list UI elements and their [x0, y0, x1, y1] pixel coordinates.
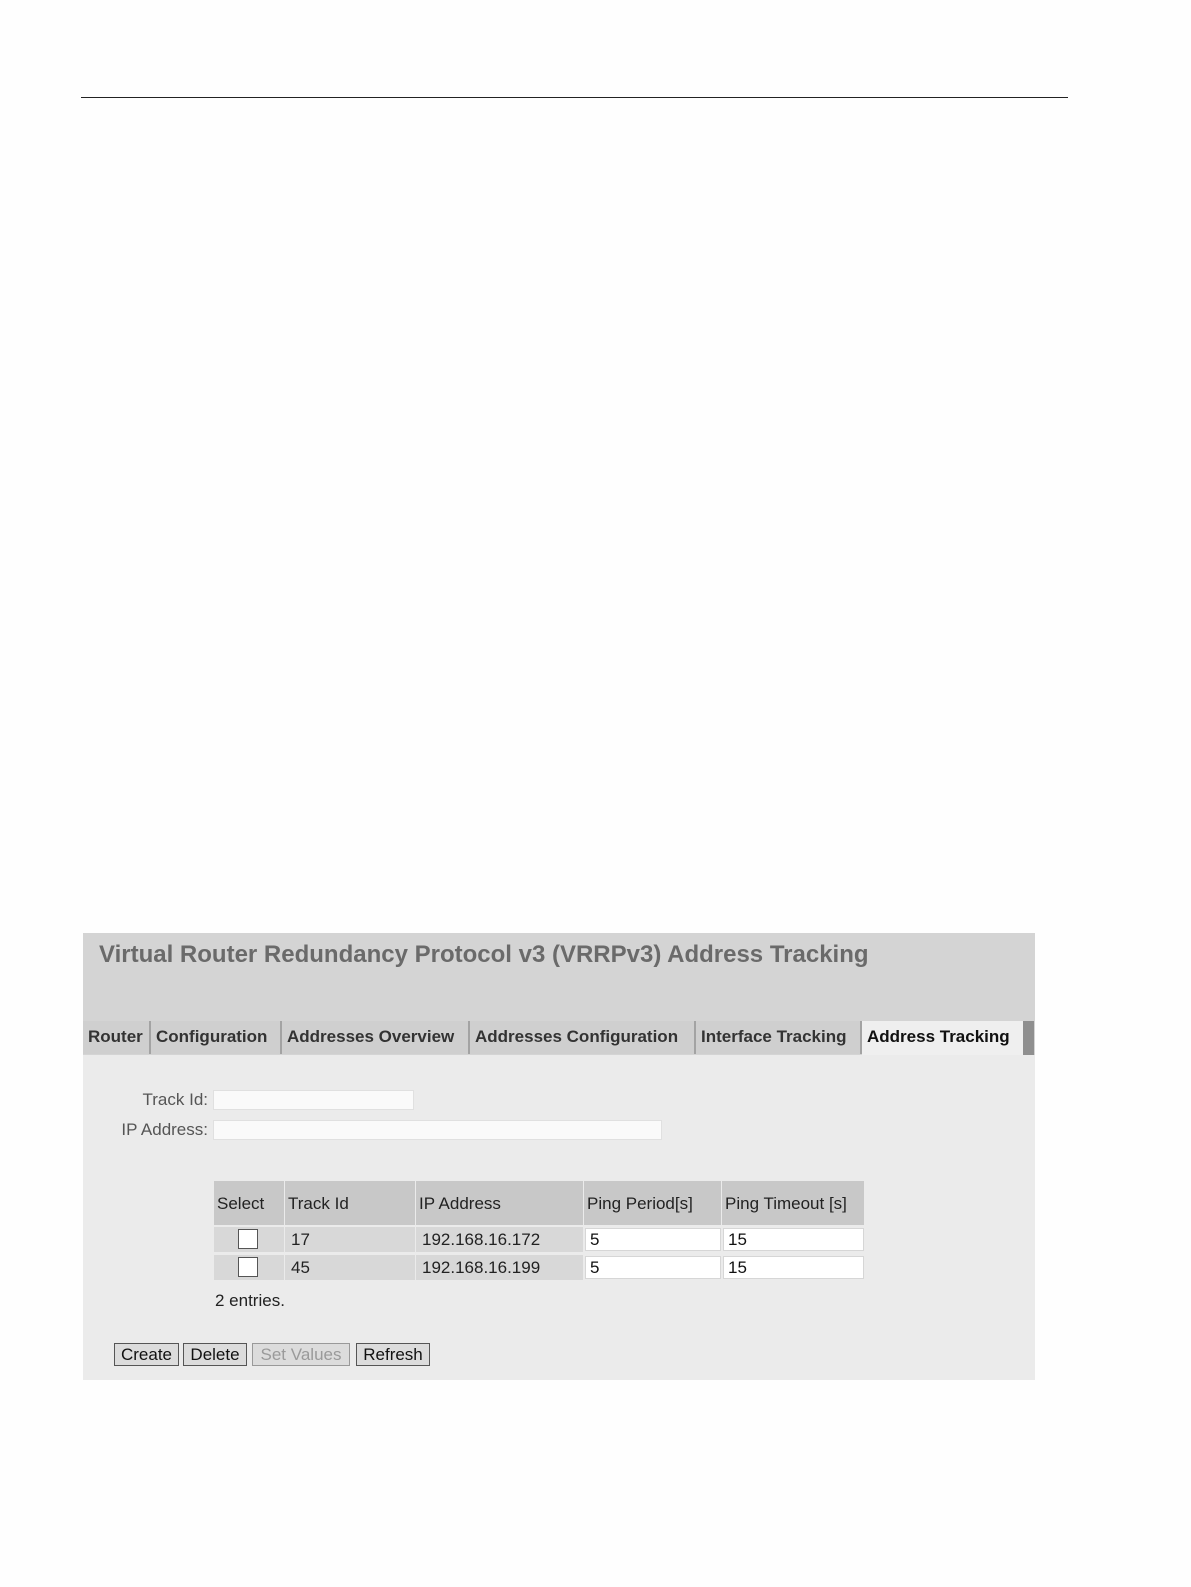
column-header-track-id: Track Id	[285, 1181, 415, 1225]
create-button[interactable]: Create	[114, 1343, 179, 1366]
entries-count: 2 entries.	[215, 1291, 285, 1310]
refresh-button[interactable]: Refresh	[356, 1343, 430, 1366]
page-top-rule	[81, 97, 1068, 98]
column-header-select: Select	[214, 1181, 284, 1225]
column-header-ping-timeout: Ping Timeout [s]	[722, 1181, 864, 1225]
track-id-cell: 17	[285, 1227, 415, 1252]
table-row-select-cell	[214, 1227, 284, 1252]
set-values-button[interactable]: Set Values	[252, 1343, 350, 1366]
page-title: Virtual Router Redundancy Protocol v3 (VRRPv3) Address Tracking	[99, 941, 869, 968]
track-id-input[interactable]	[213, 1090, 414, 1110]
delete-button[interactable]: Delete	[183, 1343, 247, 1366]
table-row-select-cell	[214, 1255, 284, 1280]
row-select-checkbox[interactable]	[238, 1229, 258, 1249]
ping-period-input[interactable]	[585, 1228, 721, 1251]
tab-configuration[interactable]: Configuration	[151, 1021, 282, 1054]
ping-timeout-input[interactable]	[723, 1256, 864, 1279]
ping-period-input[interactable]	[585, 1256, 721, 1279]
tab-address-tracking[interactable]: Address Tracking	[862, 1021, 1023, 1055]
tab-scroll-handle[interactable]	[1023, 1021, 1034, 1055]
ping-timeout-input[interactable]	[723, 1228, 864, 1251]
column-header-ip-address: IP Address	[416, 1181, 583, 1225]
tab-addresses-configuration[interactable]: Addresses Configuration	[470, 1021, 696, 1054]
track-id-cell: 45	[285, 1255, 415, 1280]
panel-header	[83, 933, 1035, 1021]
ip-address-label: IP Address:	[121, 1120, 208, 1139]
ip-address-cell: 192.168.16.199	[416, 1255, 583, 1280]
track-id-label: Track Id:	[142, 1090, 208, 1109]
ip-address-input[interactable]	[213, 1120, 662, 1140]
tab-router[interactable]: Router	[83, 1021, 151, 1054]
vrrp-address-tracking-panel	[83, 933, 1035, 1380]
tab-interface-tracking[interactable]: Interface Tracking	[696, 1021, 862, 1054]
tab-addresses-overview[interactable]: Addresses Overview	[282, 1021, 470, 1054]
tab-bar	[83, 1021, 1035, 1055]
column-header-ping-period: Ping Period[s]	[584, 1181, 721, 1225]
ip-address-cell: 192.168.16.172	[416, 1227, 583, 1252]
row-select-checkbox[interactable]	[238, 1257, 258, 1277]
